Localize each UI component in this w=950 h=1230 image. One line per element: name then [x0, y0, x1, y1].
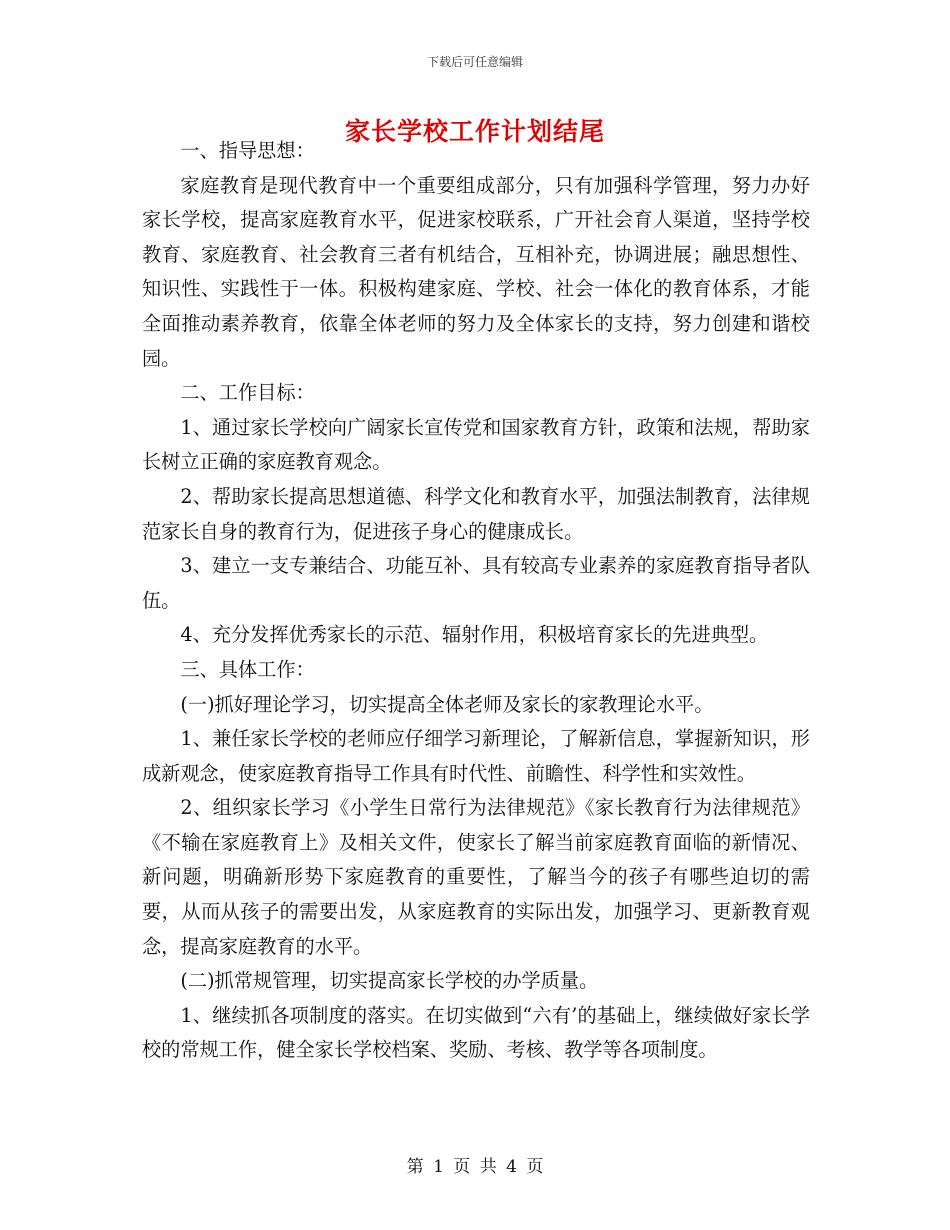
paragraph: 2、帮助家长提高思想道德、科学文化和教育水平，加强法制教育，法律规范家长自身的教育行为，促进孩子身心的健康成长。	[142, 484, 810, 543]
section-heading-3: 三、具体工作：	[180, 657, 315, 681]
document-title: 家长学校工作计划结尾	[344, 117, 605, 146]
header-note: 下载后可任意编辑	[426, 55, 523, 69]
subsection-heading-1: (一)抓好理论学习，切实提高全体老师及家长的家教理论水平。	[180, 692, 714, 716]
subsection-heading-2: (二)抓常规管理，切实提高家长学校的办学质量。	[180, 969, 599, 993]
section-heading-1: 一、指导思想：	[180, 139, 315, 162]
paragraph: 4、充分发挥优秀家长的示范、辐射作用，积极培育家长的先进典型。	[180, 623, 769, 647]
paragraph: 1、兼任家长学校的老师应仔细学习新理论，了解新信息，掌握新知识，形成新观念，使家庭教育指导工作具有时代性、前瞻性、科学性和实效性。	[142, 727, 810, 785]
paragraph: 2、组织家长学习《小学生日常行为法律规范》《家长教育行为法律规范》《不输在家庭教育上》及相关文件，使家长了解当前家庭教育面临的新情况、新问题，明确新形势下家庭教育的重要性，了解当今的孩子有哪些迫切的需要，从而从孩子的需要出发，从家庭教育的实际出发，加强学习、更新教育观念，提高家庭教育的水平。	[142, 796, 810, 958]
paragraph: 家庭教育是现代教育中一个重要组成部分，只有加强科学管理，努力办好家长学校，提高家庭教育水平，促进家校联系，广开社会育人渠道，坚持学校教育、家庭教育、社会教育三者有机结合，互相补充，协调进展；融思想性、知识性、实践性于一体。积极构建家庭、学校、社会一体化的教育体系，才能全面推动素养教育，依靠全体老师的努力及全体家长的支持，努力创建和谐校园。	[142, 173, 810, 370]
section-heading-2: 二、工作目标：	[180, 381, 315, 405]
document-body	[142, 134, 810, 1068]
paragraph: 1、通过家长学校向广阔家长宣传党和国家教育方针，政策和法规，帮助家长树立正确的家庭教育观念。	[142, 415, 810, 474]
paragraph: 1、继续抓各项制度的落实。在切实做到“六有’的基础上，继续做好家长学校的常规工作，健全家长学校档案、奖励、考核、教学等各项制度。	[142, 1003, 810, 1062]
page-number-footer: 第 1 页 共 4 页	[406, 1157, 544, 1177]
paragraph: 3、建立一支专兼结合、功能互补、具有较高专业素养的家庭教育指导者队伍。	[142, 554, 810, 612]
